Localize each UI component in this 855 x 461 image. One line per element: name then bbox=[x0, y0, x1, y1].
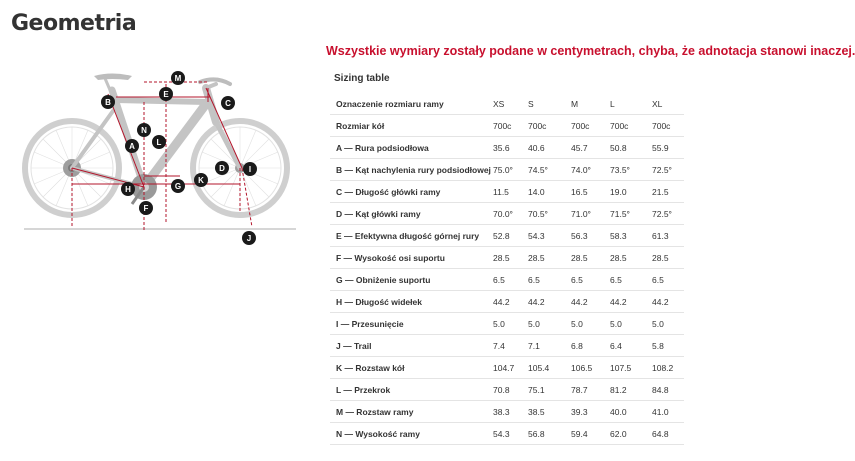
svg-text:C: C bbox=[225, 99, 231, 108]
cell-value: 40.6 bbox=[528, 137, 571, 159]
marker-h-badge bbox=[121, 182, 135, 196]
cell-value: 75.1 bbox=[528, 379, 571, 401]
cell-value: 75.0° bbox=[493, 159, 528, 181]
size-header-s: S bbox=[528, 93, 571, 115]
table-row bbox=[330, 115, 684, 137]
size-header-xs: XS bbox=[493, 93, 528, 115]
svg-text:J: J bbox=[246, 234, 252, 243]
sizing-table bbox=[330, 93, 684, 445]
table-row bbox=[330, 225, 684, 247]
cell-value: 16.5 bbox=[571, 181, 610, 203]
svg-text:E: E bbox=[163, 90, 169, 99]
cell-value: 61.3 bbox=[652, 225, 684, 247]
cell-value: 106.5 bbox=[571, 357, 610, 379]
svg-text:K: K bbox=[198, 176, 204, 185]
marker-n-badge bbox=[137, 123, 151, 137]
svg-text:D: D bbox=[219, 164, 225, 173]
cell-value: 6.5 bbox=[652, 269, 684, 291]
cell-value: 74.5° bbox=[528, 159, 571, 181]
cell-value: 74.0° bbox=[571, 159, 610, 181]
cell-value: 71.0° bbox=[571, 203, 610, 225]
svg-text:L: L bbox=[156, 138, 162, 147]
bike-geometry-diagram bbox=[20, 62, 300, 252]
svg-text:G: G bbox=[174, 182, 182, 191]
table-row bbox=[330, 401, 684, 423]
table-row bbox=[330, 203, 684, 225]
cell-value: 78.7 bbox=[571, 379, 610, 401]
cell-value: 70.0° bbox=[493, 203, 528, 225]
cell-value: 6.5 bbox=[610, 269, 652, 291]
cell-value: 54.3 bbox=[493, 423, 528, 445]
saddle bbox=[94, 74, 132, 81]
units-disclaimer: Wszystkie wymiary zostały podane w centymetrach, chyba, że adnotacja stanowi inaczej. bbox=[326, 44, 855, 58]
marker-k-badge bbox=[194, 173, 208, 187]
cell-value: 56.8 bbox=[528, 423, 571, 445]
size-header-xl: XL bbox=[652, 93, 684, 115]
marker-m-badge bbox=[171, 71, 185, 85]
cell-value: 70.8 bbox=[493, 379, 528, 401]
cell-value: 105.4 bbox=[528, 357, 571, 379]
table-row bbox=[330, 357, 684, 379]
row-label: C — Długość główki ramy bbox=[330, 181, 493, 203]
cell-value: 700c bbox=[610, 115, 652, 137]
size-header-m: M bbox=[571, 93, 610, 115]
cell-value: 28.5 bbox=[571, 247, 610, 269]
row-label: G — Obniżenie suportu bbox=[330, 269, 493, 291]
row-label: D — Kąt główki ramy bbox=[330, 203, 493, 225]
cell-value: 38.5 bbox=[528, 401, 571, 423]
cell-value: 50.8 bbox=[610, 137, 652, 159]
marker-e-badge bbox=[159, 87, 173, 101]
cell-value: 28.5 bbox=[610, 247, 652, 269]
table-row bbox=[330, 181, 684, 203]
marker-f-badge bbox=[139, 201, 153, 215]
cell-value: 44.2 bbox=[610, 291, 652, 313]
cell-value: 52.8 bbox=[493, 225, 528, 247]
row-label: F — Wysokość osi suportu bbox=[330, 247, 493, 269]
row-label: K — Rozstaw kół bbox=[330, 357, 493, 379]
page-title: Geometria bbox=[11, 11, 137, 36]
cell-value: 5.0 bbox=[493, 313, 528, 335]
svg-text:H: H bbox=[125, 185, 131, 194]
marker-i-badge bbox=[243, 162, 257, 176]
cell-value: 44.2 bbox=[652, 291, 684, 313]
cell-value: 55.9 bbox=[652, 137, 684, 159]
svg-text:B: B bbox=[105, 98, 111, 107]
cell-value: 73.5° bbox=[610, 159, 652, 181]
cell-value: 5.0 bbox=[571, 313, 610, 335]
cell-value: 11.5 bbox=[493, 181, 528, 203]
cell-value: 44.2 bbox=[493, 291, 528, 313]
cell-value: 41.0 bbox=[652, 401, 684, 423]
sizing-table-header bbox=[330, 93, 684, 115]
svg-text:I: I bbox=[248, 165, 252, 174]
row-label: A — Rura podsiodłowa bbox=[330, 137, 493, 159]
cell-value: 44.2 bbox=[528, 291, 571, 313]
cell-value: 700c bbox=[571, 115, 610, 137]
table-row bbox=[330, 291, 684, 313]
cell-value: 108.2 bbox=[652, 357, 684, 379]
table-row bbox=[330, 335, 684, 357]
cell-value: 62.0 bbox=[610, 423, 652, 445]
svg-text:A: A bbox=[129, 142, 135, 151]
cell-value: 107.5 bbox=[610, 357, 652, 379]
cell-value: 28.5 bbox=[493, 247, 528, 269]
table-row bbox=[330, 247, 684, 269]
svg-text:F: F bbox=[143, 204, 149, 213]
row-label: N — Wysokość ramy bbox=[330, 423, 493, 445]
cell-value: 81.2 bbox=[610, 379, 652, 401]
row-label: Rozmiar kół bbox=[330, 115, 493, 137]
marker-d-badge bbox=[215, 161, 229, 175]
size-header-l: L bbox=[610, 93, 652, 115]
cell-value: 700c bbox=[493, 115, 528, 137]
cell-value: 6.5 bbox=[571, 269, 610, 291]
cell-value: 54.3 bbox=[528, 225, 571, 247]
table-row bbox=[330, 159, 684, 181]
cell-value: 72.5° bbox=[652, 203, 684, 225]
row-label: M — Rozstaw ramy bbox=[330, 401, 493, 423]
marker-l-badge bbox=[152, 135, 166, 149]
cell-value: 40.0 bbox=[610, 401, 652, 423]
row-label: B — Kąt nachylenia rury podsiodłowej bbox=[330, 159, 493, 181]
cell-value: 14.0 bbox=[528, 181, 571, 203]
cell-value: 7.4 bbox=[493, 335, 528, 357]
cell-value: 19.0 bbox=[610, 181, 652, 203]
marker-c-badge bbox=[221, 96, 235, 110]
table-row bbox=[330, 313, 684, 335]
cell-value: 72.5° bbox=[652, 159, 684, 181]
cell-value: 39.3 bbox=[571, 401, 610, 423]
marker-b-badge bbox=[101, 95, 115, 109]
svg-text:N: N bbox=[141, 126, 147, 135]
cell-value: 28.5 bbox=[652, 247, 684, 269]
frame-size-label: Oznaczenie rozmiaru ramy bbox=[330, 93, 493, 115]
svg-text:M: M bbox=[174, 74, 182, 83]
cell-value: 44.2 bbox=[571, 291, 610, 313]
cell-value: 45.7 bbox=[571, 137, 610, 159]
cell-value: 38.3 bbox=[493, 401, 528, 423]
cell-value: 21.5 bbox=[652, 181, 684, 203]
cell-value: 700c bbox=[528, 115, 571, 137]
row-label: J — Trail bbox=[330, 335, 493, 357]
cell-value: 6.4 bbox=[610, 335, 652, 357]
table-row bbox=[330, 423, 684, 445]
marker-j-badge bbox=[242, 231, 256, 245]
cell-value: 71.5° bbox=[610, 203, 652, 225]
cell-value: 5.0 bbox=[610, 313, 652, 335]
row-label: E — Efektywna długość górnej rury bbox=[330, 225, 493, 247]
cell-value: 58.3 bbox=[610, 225, 652, 247]
cell-value: 84.8 bbox=[652, 379, 684, 401]
marker-a-badge bbox=[125, 139, 139, 153]
table-row bbox=[330, 269, 684, 291]
cell-value: 104.7 bbox=[493, 357, 528, 379]
table-row bbox=[330, 137, 684, 159]
cell-value: 6.5 bbox=[493, 269, 528, 291]
cell-value: 70.5° bbox=[528, 203, 571, 225]
cell-value: 700c bbox=[652, 115, 684, 137]
cell-value: 59.4 bbox=[571, 423, 610, 445]
row-label: I — Przesunięcie bbox=[330, 313, 493, 335]
row-label: H — Długość widełek bbox=[330, 291, 493, 313]
cell-value: 28.5 bbox=[528, 247, 571, 269]
table-row bbox=[330, 379, 684, 401]
cell-value: 5.0 bbox=[528, 313, 571, 335]
cell-value: 64.8 bbox=[652, 423, 684, 445]
row-label: L — Przekrok bbox=[330, 379, 493, 401]
cell-value: 5.0 bbox=[652, 313, 684, 335]
cell-value: 7.1 bbox=[528, 335, 571, 357]
cell-value: 6.8 bbox=[571, 335, 610, 357]
cell-value: 35.6 bbox=[493, 137, 528, 159]
cell-value: 56.3 bbox=[571, 225, 610, 247]
marker-g-badge bbox=[171, 179, 185, 193]
sizing-table-title: Sizing table bbox=[334, 73, 390, 84]
cell-value: 6.5 bbox=[528, 269, 571, 291]
cell-value: 5.8 bbox=[652, 335, 684, 357]
